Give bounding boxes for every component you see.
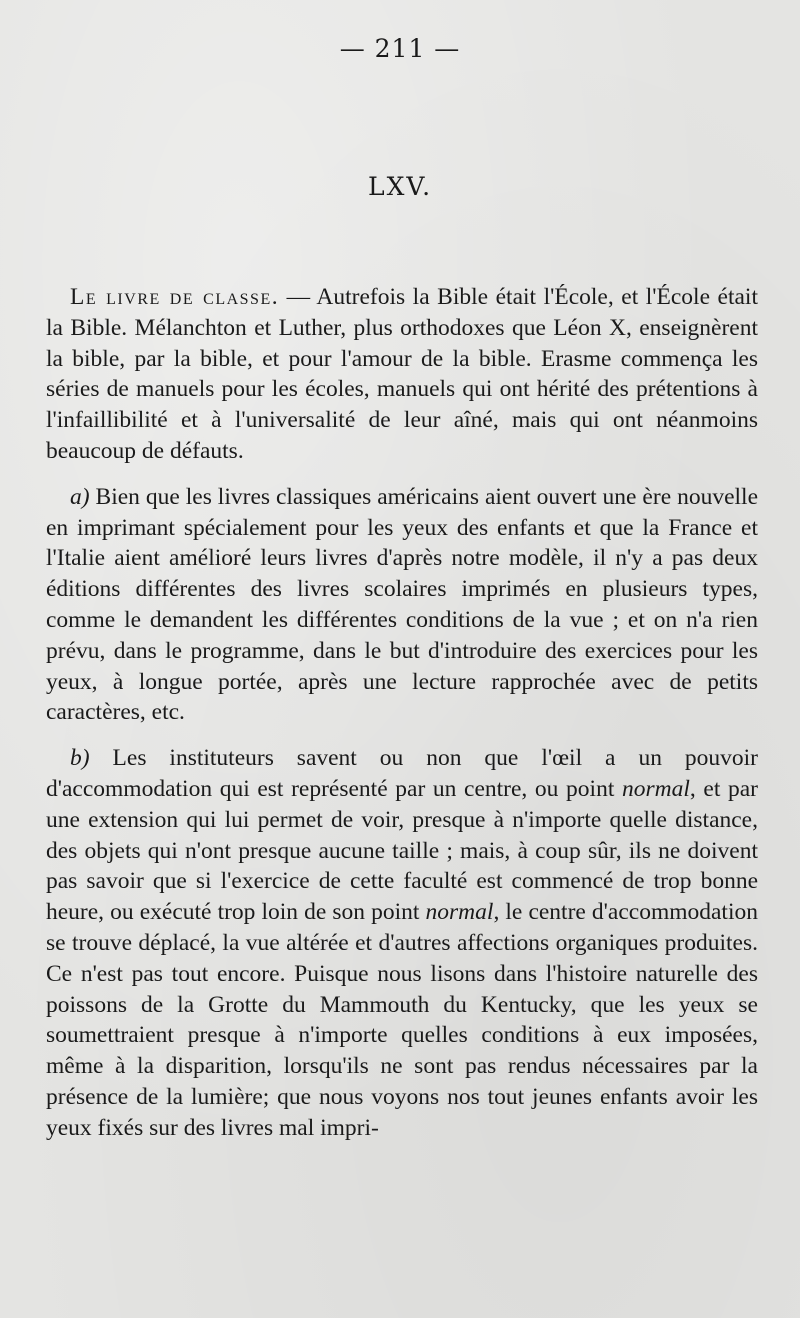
emphasis-normal: normal [622, 775, 690, 802]
paragraph-lead: Le livre de classe. [70, 284, 280, 310]
chapter-heading: LXV. [367, 172, 433, 201]
paragraph-marker-a: a) [70, 483, 90, 510]
paragraph-text: — Autrefois la Bible était l'École, et l'École était la Bible. Mélanchton et Luther, plus orthodoxes que Léon X, enseignèrent la bible, par la bible, et pour l'amour de la bible. Erasme commença les séries de manuels pour les écoles, manuels qui ont hérité des prétentions à l'infaillibilité et à l'universalité de leur aîné, mais qui ont néanmoins beaucoup de défauts. [46, 284, 758, 464]
paragraph-marker-b: b) [70, 745, 90, 772]
paragraph-livre-de-classe [46, 282, 758, 467]
paragraph-b [46, 743, 758, 1143]
paragraph-text: , le centre d'accommodation se trouve déplacé, la vue altérée et d'autres affections organiques produites. Ce n'est pas tout encore. Puisque nous lisons dans l'histoire naturelle des poissons de la Grotte du Mammouth du Kentucky, que les yeux se soumettraient presque à n'importe quelles conditions à eux imposées, même à la disparition, lorsqu'ils ne sont pas rendus nécessaires par la présence de la lumière; que nous voyons nos tout jeunes enfants avoir les yeux fixés sur des livres mal impri- [46, 899, 758, 1141]
body-text [46, 282, 758, 1144]
paragraph-text: , et par une extension qui lui permet de voir, presque à n'importe quelle distance, des objets qui n'ont presque aucune taille ; mais, à coup sûr, ils ne doivent pas savoir que si l'exercice de cette faculté est commencé de trop bonne heure, ou exécuté trop loin de son point [46, 775, 759, 926]
paragraph-a [46, 482, 758, 728]
paragraph-text: Bien que les livres classiques américains aient ouvert une ère nouvelle en imprimant spécialement pour les yeux des enfants et que la France et l'Italie aient amélioré leurs livres d'après notre modèle, il n'y a pas deux éditions différentes des livres scolaires imprimés en plusieurs types, comme le demandent les différentes conditions de la vue ; et on n'a rien prévu, dans le programme, dans le but d'introduire des exercices pour les yeux, à longue portée, après une lecture rapprochée avec de petits caractères, etc. [46, 483, 758, 726]
emphasis-normal: normal [425, 899, 494, 926]
paragraph-text: Les instituteurs savent ou non que l'œil a un pouvoir d'accommodation qui est représenté par un centre, ou point [46, 745, 758, 802]
page-number: — 211 — [339, 34, 461, 63]
